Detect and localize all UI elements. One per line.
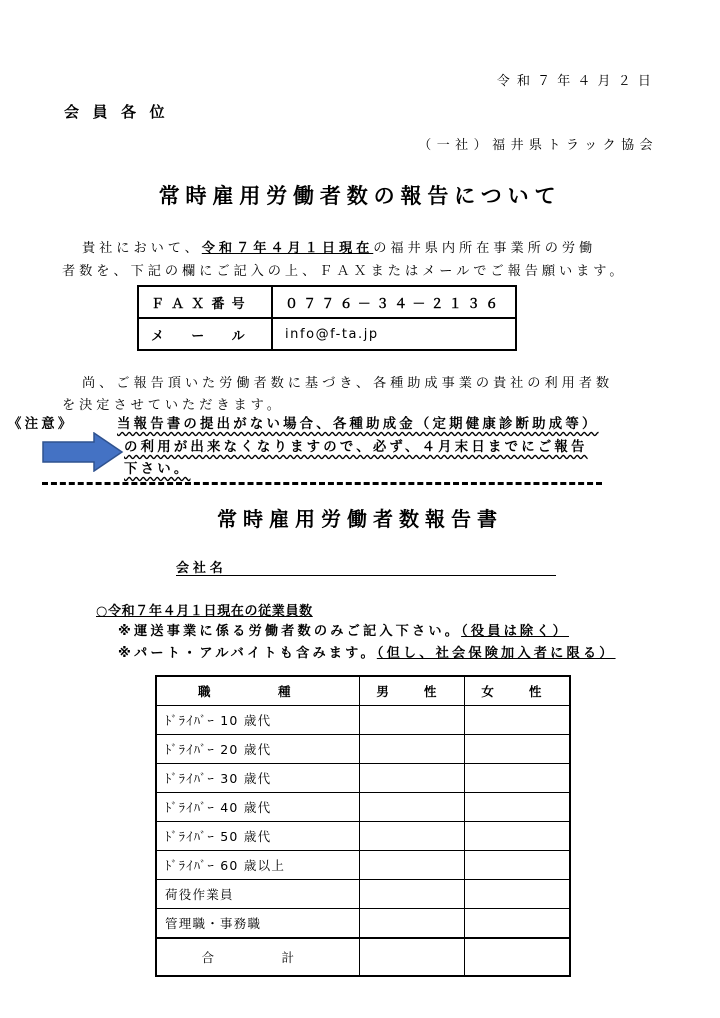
note-label: 《注意》 [8, 417, 75, 432]
table-header-row [156, 676, 570, 706]
section-heading: ○令和７年４月１日現在の従業員数 [96, 604, 313, 619]
female-total-input[interactable] [465, 938, 571, 976]
note-part-time [118, 642, 616, 661]
employee-count-table [155, 675, 571, 977]
report-title: 常時雇用労働者数報告書 [217, 507, 503, 531]
table-row [156, 822, 570, 851]
total-label: 合 計 [156, 938, 360, 976]
note-line-1: 当報告書の提出がない場合、各種助成金（定期健康診断助成等） [117, 417, 599, 432]
female-count-input[interactable] [465, 764, 571, 793]
company-name-field[interactable] [176, 575, 556, 576]
row-label: 管理職・事務職 [156, 909, 360, 939]
female-count-input[interactable] [465, 851, 571, 880]
intro-line-1 [82, 237, 596, 256]
body-line-2: を決定させていただきます。 [62, 398, 284, 413]
mail-label: メ ー ル [138, 318, 272, 350]
fax-number: ０７７６－３４－２１３６ [272, 286, 516, 318]
male-count-input[interactable] [360, 822, 465, 851]
male-count-input[interactable] [360, 909, 465, 939]
table-row [156, 793, 570, 822]
addressee: 会員各位 [64, 103, 179, 121]
female-count-input[interactable] [465, 880, 571, 909]
row-label: ﾄﾞﾗｲﾊﾞｰ 60 歳以上 [156, 851, 360, 880]
female-count-input[interactable] [465, 735, 571, 764]
male-count-input[interactable] [360, 706, 465, 735]
mail-row [138, 318, 516, 350]
row-label: ﾄﾞﾗｲﾊﾞｰ 40 歳代 [156, 793, 360, 822]
male-count-input[interactable] [360, 793, 465, 822]
fax-row [138, 286, 516, 318]
male-count-input[interactable] [360, 880, 465, 909]
table-row [156, 851, 570, 880]
intro-text-2: の福井県内所在事業所の労働 [373, 241, 597, 256]
header-job-type: 職 種 [156, 676, 360, 706]
fax-label: ＦＡＸ番号 [138, 286, 272, 318]
intro-line-2: 者数を、下記の欄にご記入の上、ＦＡＸまたはメールでご報告願います。 [62, 264, 627, 279]
row-label: 荷役作業員 [156, 880, 360, 909]
male-count-input[interactable] [360, 851, 465, 880]
row-label: ﾄﾞﾗｲﾊﾞｰ 20 歳代 [156, 735, 360, 764]
table-row [156, 880, 570, 909]
contact-table [137, 285, 517, 351]
note-line-2: の利用が出来なくなりますので、必ず、４月末日までにご報告 [124, 440, 588, 455]
intro-text: 貴社において、 [82, 241, 202, 256]
mail-address[interactable]: info@f-ta.jp [272, 318, 516, 350]
female-count-input[interactable] [465, 793, 571, 822]
right-arrow-icon [42, 432, 124, 472]
female-count-input[interactable] [465, 822, 571, 851]
header-male: 男 性 [360, 676, 465, 706]
note-employees-scope [118, 620, 569, 639]
male-count-input[interactable] [360, 764, 465, 793]
note-1-text: ※運送事業に係る労働者数のみご記入下さい。 [118, 624, 462, 639]
table-row [156, 706, 570, 735]
header-female: 女 性 [465, 676, 571, 706]
body-line-1: 尚、ご報告頂いた労働者数に基づき、各種助成事業の貴社の利用者数 [82, 376, 614, 391]
company-name-label: 会社名 [176, 561, 227, 576]
row-label: ﾄﾞﾗｲﾊﾞｰ 10 歳代 [156, 706, 360, 735]
note-line-3: 下さい。 [124, 462, 191, 477]
note-2-paren: （但し、社会保険加入者に限る） [376, 646, 616, 661]
total-row [156, 938, 570, 976]
cut-line [42, 482, 602, 485]
table-row [156, 735, 570, 764]
male-count-input[interactable] [360, 735, 465, 764]
note-1-paren: （役員は除く） [461, 624, 569, 639]
organization-name: （一社）福井県トラック協会 [418, 138, 658, 153]
female-count-input[interactable] [465, 706, 571, 735]
note-2-text: ※パート・アルバイトも含みます。 [118, 646, 377, 661]
row-label: ﾄﾞﾗｲﾊﾞｰ 50 歳代 [156, 822, 360, 851]
reference-date: 令和７年４月１日現在 [201, 241, 374, 256]
table-row [156, 764, 570, 793]
male-total-input[interactable] [360, 938, 465, 976]
document-date: 令和７年４月２日 [496, 74, 658, 89]
table-row [156, 909, 570, 939]
row-label: ﾄﾞﾗｲﾊﾞｰ 30 歳代 [156, 764, 360, 793]
female-count-input[interactable] [465, 909, 571, 939]
document-title: 常時雇用労働者数の報告について [158, 184, 562, 208]
